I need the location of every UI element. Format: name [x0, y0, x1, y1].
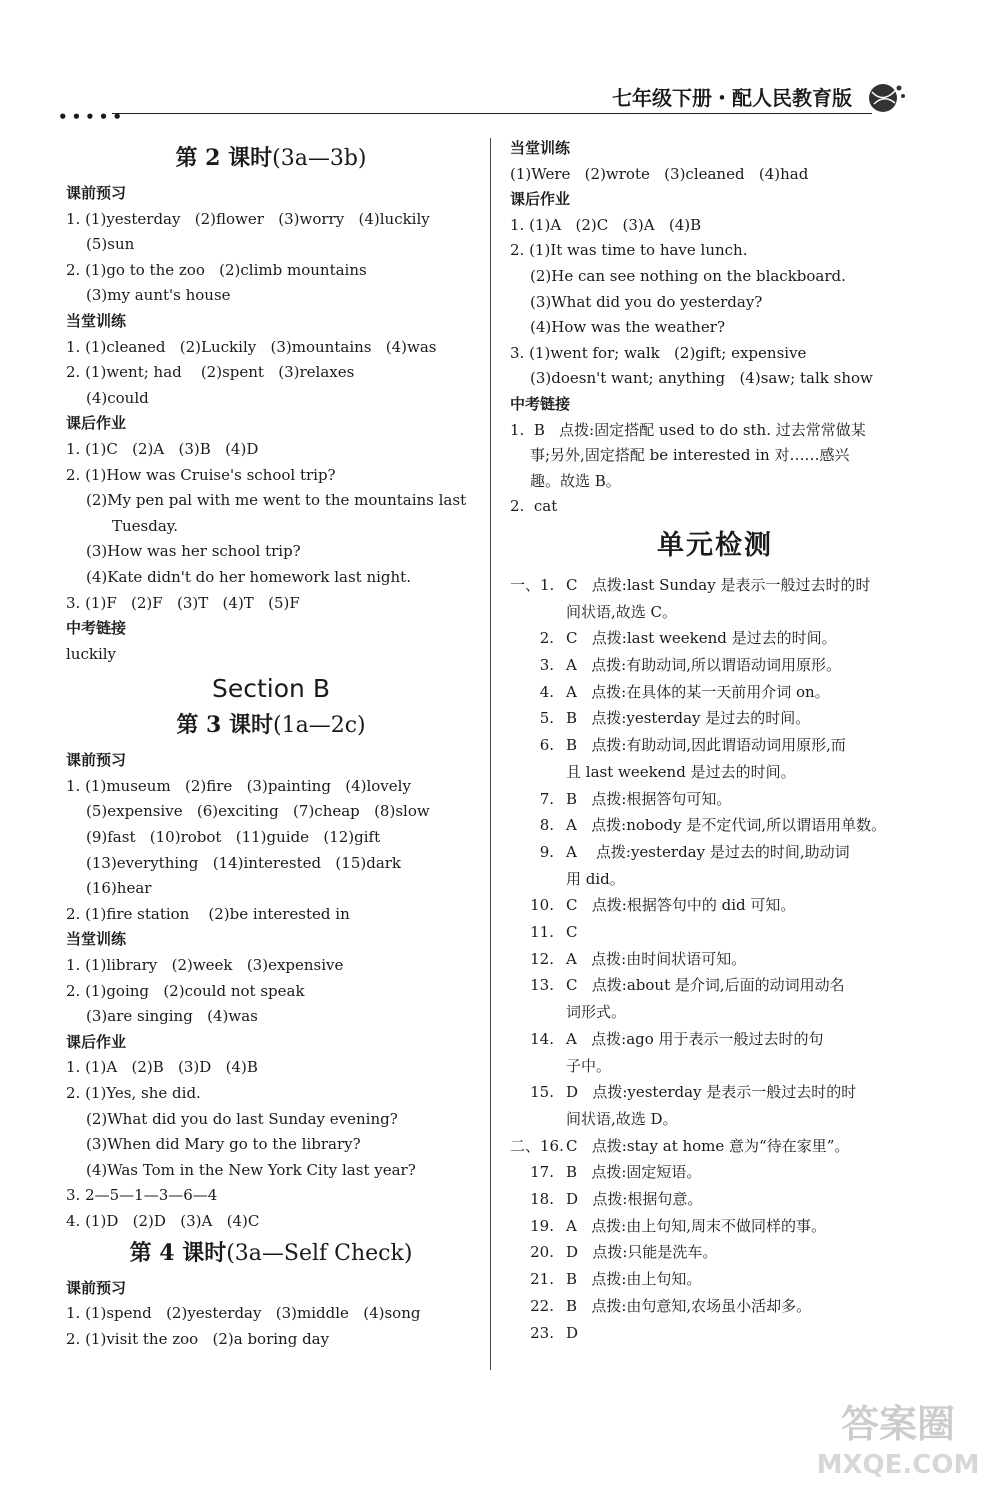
lesson-4-heading: 第 4 课时(3a—Self Check) — [129, 1239, 413, 1266]
answer-item — [510, 625, 920, 652]
text-line: (5)sun — [86, 235, 135, 254]
answer-number: 22. — [530, 1296, 554, 1315]
subheading: 当堂训练 — [510, 139, 571, 157]
lesson-2-heading: 第 2 课时(3a—3b) — [175, 145, 367, 171]
text-line: (16)hear — [86, 879, 152, 898]
subheading: 当堂训练 — [66, 311, 127, 330]
answer-item — [510, 946, 920, 973]
answer-text: A 点拨:由上句知,周末不做同样的事。 — [566, 1216, 826, 1235]
answer-text: C 点拨:about 是介词,后面的动词用动名 — [566, 976, 845, 995]
answer-number: 18. — [530, 1190, 554, 1209]
text-line: (5)expensive (6)exciting (7)cheap (8)slow — [86, 802, 430, 821]
text-line: 1. (1)yesterday (2)flower (3)worry (4)luckily — [66, 209, 430, 228]
answer-number: 21. — [530, 1270, 554, 1289]
text-line: (3)my aunt's house — [86, 286, 231, 305]
answer-item — [510, 919, 920, 946]
answer-item — [510, 1026, 920, 1053]
text-line: (4)How was the weather? — [530, 318, 725, 337]
text-line: (3)When did Mary go to the library? — [86, 1135, 361, 1154]
text-line: (3)doesn't want; anything (4)saw; talk show — [530, 369, 873, 388]
text-line: Tuesday. — [112, 516, 179, 535]
text-line: (4)Kate didn't do her homework last night. — [86, 567, 411, 586]
answer-number: 19. — [530, 1216, 554, 1235]
ball-logo-icon — [866, 76, 906, 116]
answer-item — [510, 1079, 920, 1106]
right-column — [510, 136, 920, 1346]
text-line: 2. (1)Yes, she did. — [66, 1084, 201, 1102]
watermark-logo — [800, 1395, 995, 1483]
watermark-text: 答案圈 — [840, 1402, 956, 1446]
text-line: (13)everything (14)interested (15)dark — [86, 853, 402, 872]
text-line: (2)My pen pal with me went to the mountains last — [86, 491, 467, 510]
watermark-url: MXQE.COM — [816, 1450, 980, 1480]
answer-item — [510, 839, 920, 866]
answer-text: C 点拨:根据答句中的 did 可知。 — [566, 896, 796, 915]
left-column — [66, 140, 476, 1352]
answer-item — [510, 705, 920, 732]
answer-text: A 点拨:由时间状语可知。 — [566, 949, 747, 968]
answer-number: 6. — [539, 736, 554, 755]
subheading: 课前预习 — [66, 751, 127, 770]
answer-text: B 点拨:有助动词,因此谓语动词用原形,而 — [566, 736, 846, 755]
answer-continuation: 间状语,故选 C。 — [566, 602, 678, 621]
answer-text: C 点拨:last Sunday 是表示一般过去时的时 — [566, 575, 871, 594]
text-line: (1)Were (2)wrote (3)cleaned (4)had — [510, 164, 809, 183]
subheading: 课后作业 — [510, 190, 571, 209]
answer-item — [510, 1320, 920, 1347]
text-line: 2. (1)It was time to have lunch. — [510, 241, 748, 260]
answer-continuation: 且 last weekend 是过去的时间。 — [566, 762, 796, 781]
header-title: 七年级下册・配人民教育版 — [612, 86, 852, 110]
answer-text: A 点拨:yesterday 是过去的时间,助动词 — [566, 842, 850, 861]
answer-number: 一、1. — [510, 575, 555, 594]
answer-number: 4. — [539, 682, 554, 701]
answer-number: 10. — [530, 896, 554, 915]
answer-number: 7. — [539, 789, 554, 808]
text-line: 1. (1)A (2)B (3)D (4)B — [66, 1058, 258, 1077]
text-line: 3. (1)went for; walk (2)gift; expensive — [510, 343, 807, 362]
text-line: 1. (1)spend (2)yesterday (3)middle (4)song — [66, 1304, 421, 1323]
text-line: 4. (1)D (2)D (3)A (4)C — [66, 1211, 260, 1230]
answer-text: B 点拨:根据答句可知。 — [566, 789, 732, 808]
unit-test-heading: 单元检测 — [657, 529, 773, 561]
answer-number: 14. — [530, 1029, 554, 1048]
answer-item — [510, 892, 920, 919]
answer-number: 8. — [539, 816, 554, 835]
answer-number: 17. — [530, 1163, 554, 1182]
answer-text: B 点拨:yesterday 是过去的时间。 — [566, 709, 811, 728]
answer-item — [510, 652, 920, 679]
answer-text: B 点拨:固定短语。 — [566, 1163, 702, 1182]
answer-item — [510, 1133, 920, 1160]
answer-number: 2. — [539, 629, 554, 648]
answer-item — [510, 1186, 920, 1213]
answer-text: D 点拨:只能是洗车。 — [566, 1243, 718, 1262]
text-line: (4)could — [86, 388, 149, 407]
answer-number: 11. — [530, 923, 554, 942]
answer-item — [510, 1266, 920, 1293]
answer-list — [510, 572, 920, 1346]
subheading: 课后作业 — [66, 414, 127, 433]
header-dots: ••••• — [58, 108, 126, 126]
text-line: 1. (1)A (2)C (3)A (4)B — [510, 215, 702, 234]
answer-item — [510, 572, 920, 599]
answer-item — [510, 786, 920, 813]
lesson-3-heading: 第 3 课时(1a—2c) — [176, 712, 366, 739]
text-line: 事;另外,固定搭配 be interested in 对……感兴 — [530, 446, 850, 465]
section-b-heading: Section B — [212, 674, 330, 704]
answer-text: C — [566, 923, 578, 942]
answer-text: A 点拨:nobody 是不定代词,所以谓语用单数。 — [566, 816, 887, 835]
text-line: 趣。故选 B。 — [530, 471, 621, 490]
subheading: 当堂训练 — [66, 930, 127, 949]
answer-text: D — [566, 1323, 579, 1342]
answer-continuation: 子中。 — [566, 1056, 612, 1075]
subheading: 课前预习 — [66, 184, 127, 202]
text-line: 2. (1)How was Cruise's school trip? — [66, 465, 336, 484]
answer-continuation: 用 did。 — [566, 869, 625, 888]
text-line: 2. (1)fire station (2)be interested in — [66, 904, 350, 923]
text-line: (3)What did you do yesterday? — [530, 292, 763, 311]
text-line: 2. (1)visit the zoo (2)a boring day — [66, 1329, 330, 1348]
text-line: 1. (1)library (2)week (3)expensive — [66, 956, 344, 975]
answer-text: B 点拨:由句意知,农场虽小活却多。 — [566, 1296, 812, 1315]
header-rule — [112, 113, 872, 114]
text-line: 3. 2—5—1—3—6—4 — [66, 1186, 218, 1205]
answer-item — [510, 1213, 920, 1240]
text-line: 1. (1)museum (2)fire (3)painting (4)lovely — [66, 776, 411, 795]
text-line: 1. (1)cleaned (2)Luckily (3)mountains (4)was — [66, 337, 437, 356]
answer-item — [510, 1293, 920, 1320]
answer-text: B 点拨:由上句知。 — [566, 1270, 702, 1289]
answer-number: 12. — [530, 949, 554, 968]
text-line: (3)How was her school trip? — [86, 542, 301, 561]
answer-item — [510, 679, 920, 706]
text-line: 1. (1)C (2)A (3)B (4)D — [66, 439, 259, 458]
column-divider — [490, 138, 491, 1370]
text-line: luckily — [66, 644, 117, 663]
answer-number: 二、16. — [510, 1136, 564, 1155]
answer-item — [510, 1159, 920, 1186]
answer-text: D 点拨:yesterday 是表示一般过去时的时 — [566, 1083, 857, 1102]
text-line: (4)Was Tom in the New York City last year? — [86, 1160, 416, 1179]
text-line: (2)He can see nothing on the blackboard. — [530, 266, 846, 285]
answer-text: D 点拨:根据句意。 — [566, 1190, 703, 1209]
text-line: (3)are singing (4)was — [86, 1007, 258, 1026]
answer-number: 5. — [539, 709, 554, 728]
text-line: 3. (1)F (2)F (3)T (4)T (5)F — [66, 593, 300, 612]
answer-text: A 点拨:在具体的某一天前用介词 on。 — [566, 682, 830, 701]
text-line: (2)What did you do last Sunday evening? — [86, 1109, 398, 1128]
text-line: 2. cat — [510, 497, 558, 516]
answer-item — [510, 972, 920, 999]
text-line: 2. (1)going (2)could not speak — [66, 981, 305, 1000]
answer-number: 20. — [530, 1243, 554, 1262]
answer-number: 23. — [530, 1323, 554, 1342]
answer-number: 3. — [539, 656, 554, 675]
text-line: (9)fast (10)robot (11)guide (12)gift — [86, 828, 381, 847]
answer-continuation: 词形式。 — [566, 1003, 627, 1022]
answer-number: 13. — [530, 976, 554, 995]
subheading: 中考链接 — [66, 619, 127, 638]
answer-number: 15. — [530, 1083, 554, 1102]
answer-text: A 点拨:有助动词,所以谓语动词用原形。 — [566, 656, 841, 675]
answer-text: C 点拨:stay at home 意为“待在家里”。 — [566, 1136, 850, 1155]
subheading: 中考链接 — [510, 394, 571, 413]
subheading: 课后作业 — [66, 1032, 127, 1051]
answer-text: C 点拨:last weekend 是过去的时间。 — [566, 629, 837, 648]
answer-item — [510, 732, 920, 759]
answer-item — [510, 1239, 920, 1266]
answer-text: A 点拨:ago 用于表示一般过去时的句 — [566, 1029, 824, 1048]
text-line: 1. B 点拨:固定搭配 used to do sth. 过去常常做某 — [510, 420, 866, 439]
text-line: 2. (1)go to the zoo (2)climb mountains — [66, 260, 367, 279]
answer-item — [510, 812, 920, 839]
subheading: 课前预习 — [66, 1278, 127, 1297]
answer-number: 9. — [539, 842, 554, 861]
answer-continuation: 间状语,故选 D。 — [566, 1109, 678, 1128]
text-line: 2. (1)went; had (2)spent (3)relaxes — [66, 363, 355, 382]
